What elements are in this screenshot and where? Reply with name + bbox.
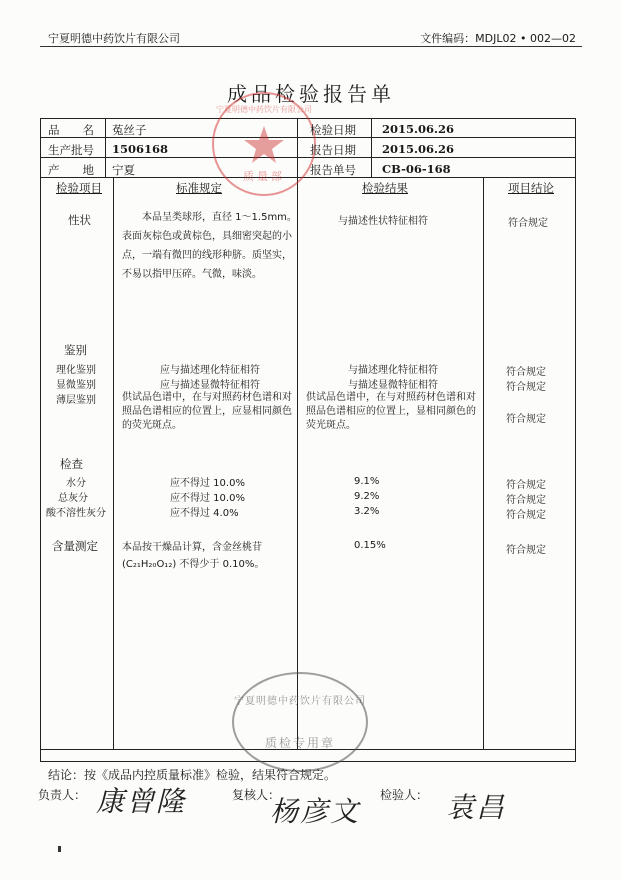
quality-dept-stamp: [212, 92, 316, 196]
stamp-bottom-text: 质量部: [243, 170, 285, 183]
name-label: 品 名: [48, 123, 94, 137]
identification-conclusion: 符合规定: [506, 367, 546, 378]
inspector-label: 检验人：: [380, 788, 429, 802]
responsible-signature: 康曾隆: [96, 785, 187, 818]
inspection-item: 水分: [66, 478, 86, 489]
assay-label: 含量测定: [52, 539, 98, 553]
stamp-top-text: 宁夏明德中药饮片有限公司: [234, 696, 366, 707]
inspection-item: 酸不溶性灰分: [46, 508, 106, 519]
character-conclusion: 符合规定: [508, 218, 548, 229]
character-label: 性状: [68, 213, 91, 227]
inspector-signature: 袁昌: [446, 791, 507, 824]
column-header-standard: 标准规定: [176, 181, 222, 195]
qc-seal-stamp: [232, 672, 368, 772]
identification-result: 与描述显微特征相符: [348, 380, 438, 391]
assay-standard-line1: 本品按干燥品计算，含金丝桃苷: [122, 542, 262, 553]
inspection-conclusion: 符合规定: [506, 495, 546, 506]
responsible-label: 负责人：: [38, 788, 87, 802]
inspection-standard: 应不得过 4.0%: [170, 508, 239, 519]
tlc-item: 薄层鉴别: [56, 395, 96, 406]
stamp-top-text: 宁夏明德中药饮片有限公司: [216, 105, 312, 114]
report-table: [40, 118, 576, 762]
tlc-result: 供试品色谱中，在与对照药材色谱和对照品色谱相应的位置上，显相同颜色的荧光斑点。: [306, 392, 476, 431]
report-date-value: 2015.06.26: [382, 142, 455, 156]
col-divider: [483, 177, 484, 749]
inspection-result: 9.1%: [354, 476, 380, 487]
identification-result: 与描述理化特征相符: [348, 365, 438, 376]
scan-mark: [58, 846, 61, 852]
inspection-conclusion: 符合规定: [506, 480, 546, 491]
inspection-conclusion: 符合规定: [506, 510, 546, 521]
identification-conclusion: 符合规定: [506, 382, 546, 393]
inspection-result: 3.2%: [354, 506, 380, 517]
col-divider: [105, 119, 106, 177]
origin-value: 宁夏: [112, 163, 135, 177]
reviewer-signature: 杨彦文: [270, 795, 361, 828]
character-result: 与描述性状特征相符: [338, 216, 428, 227]
report-no-label: 报告单号: [310, 163, 356, 177]
report-date-label: 报告日期: [310, 143, 356, 157]
column-header-item: 检验项目: [56, 181, 102, 195]
identification-item: 显微鉴别: [56, 380, 96, 391]
page-title: 成品检验报告单: [227, 82, 395, 106]
inspection-result: 9.2%: [354, 491, 380, 502]
file-code: 文件编码：MDJL02 • 002—02: [420, 32, 576, 45]
batch-label: 生产批号: [48, 143, 94, 157]
col-divider: [113, 177, 114, 749]
assay-conclusion: 符合规定: [506, 545, 546, 556]
tlc-conclusion: 符合规定: [506, 414, 546, 425]
assay-standard-line2: (C₂₁H₂₀O₁₂) 不得少于 0.10%。: [122, 559, 265, 570]
test-date-label: 检验日期: [310, 123, 356, 137]
conclusion-text: 结论：按《成品内控质量标准》检验，结果符合规定。: [48, 768, 337, 782]
identification-standard: 应与描述显微特征相符: [160, 380, 260, 391]
assay-result: 0.15%: [354, 540, 386, 551]
inspection-label: 检查: [60, 457, 83, 471]
tlc-standard: 供试品色谱中，在与对照药材色谱和对照品色谱相应的位置上，应显相同颜色的荧光斑点。: [122, 392, 292, 431]
column-header-conclusion: 项目结论: [508, 181, 554, 195]
stamp-bottom-text: 质检专用章: [264, 736, 335, 750]
inspection-item: 总灰分: [58, 493, 88, 504]
batch-value: 1506168: [112, 142, 169, 156]
test-date-value: 2015.06.26: [382, 122, 455, 136]
inspection-standard: 应不得过 10.0%: [170, 478, 245, 489]
character-standard: 本品呈类球形，直径 1～1.5mm。表面灰棕色或黄棕色，具细密突起的小点，一端有微凹的线形种脐。质坚实，不易以指甲压碎。气微，味淡。: [122, 212, 297, 280]
report-no-value: CB-06-168: [382, 162, 451, 176]
identification-item: 理化鉴别: [56, 365, 96, 376]
column-header-result: 检验结果: [362, 181, 408, 195]
company-name: 宁夏明德中药饮片有限公司: [48, 32, 180, 45]
name-value: 菟丝子: [112, 123, 147, 137]
identification-label: 鉴别: [64, 343, 87, 357]
header-divider: [40, 46, 582, 47]
origin-label: 产 地: [48, 163, 94, 177]
identification-standard: 应与描述理化特征相符: [160, 365, 260, 376]
inspection-standard: 应不得过 10.0%: [170, 493, 245, 504]
reviewer-label: 复核人：: [232, 788, 281, 802]
col-divider: [371, 119, 372, 177]
